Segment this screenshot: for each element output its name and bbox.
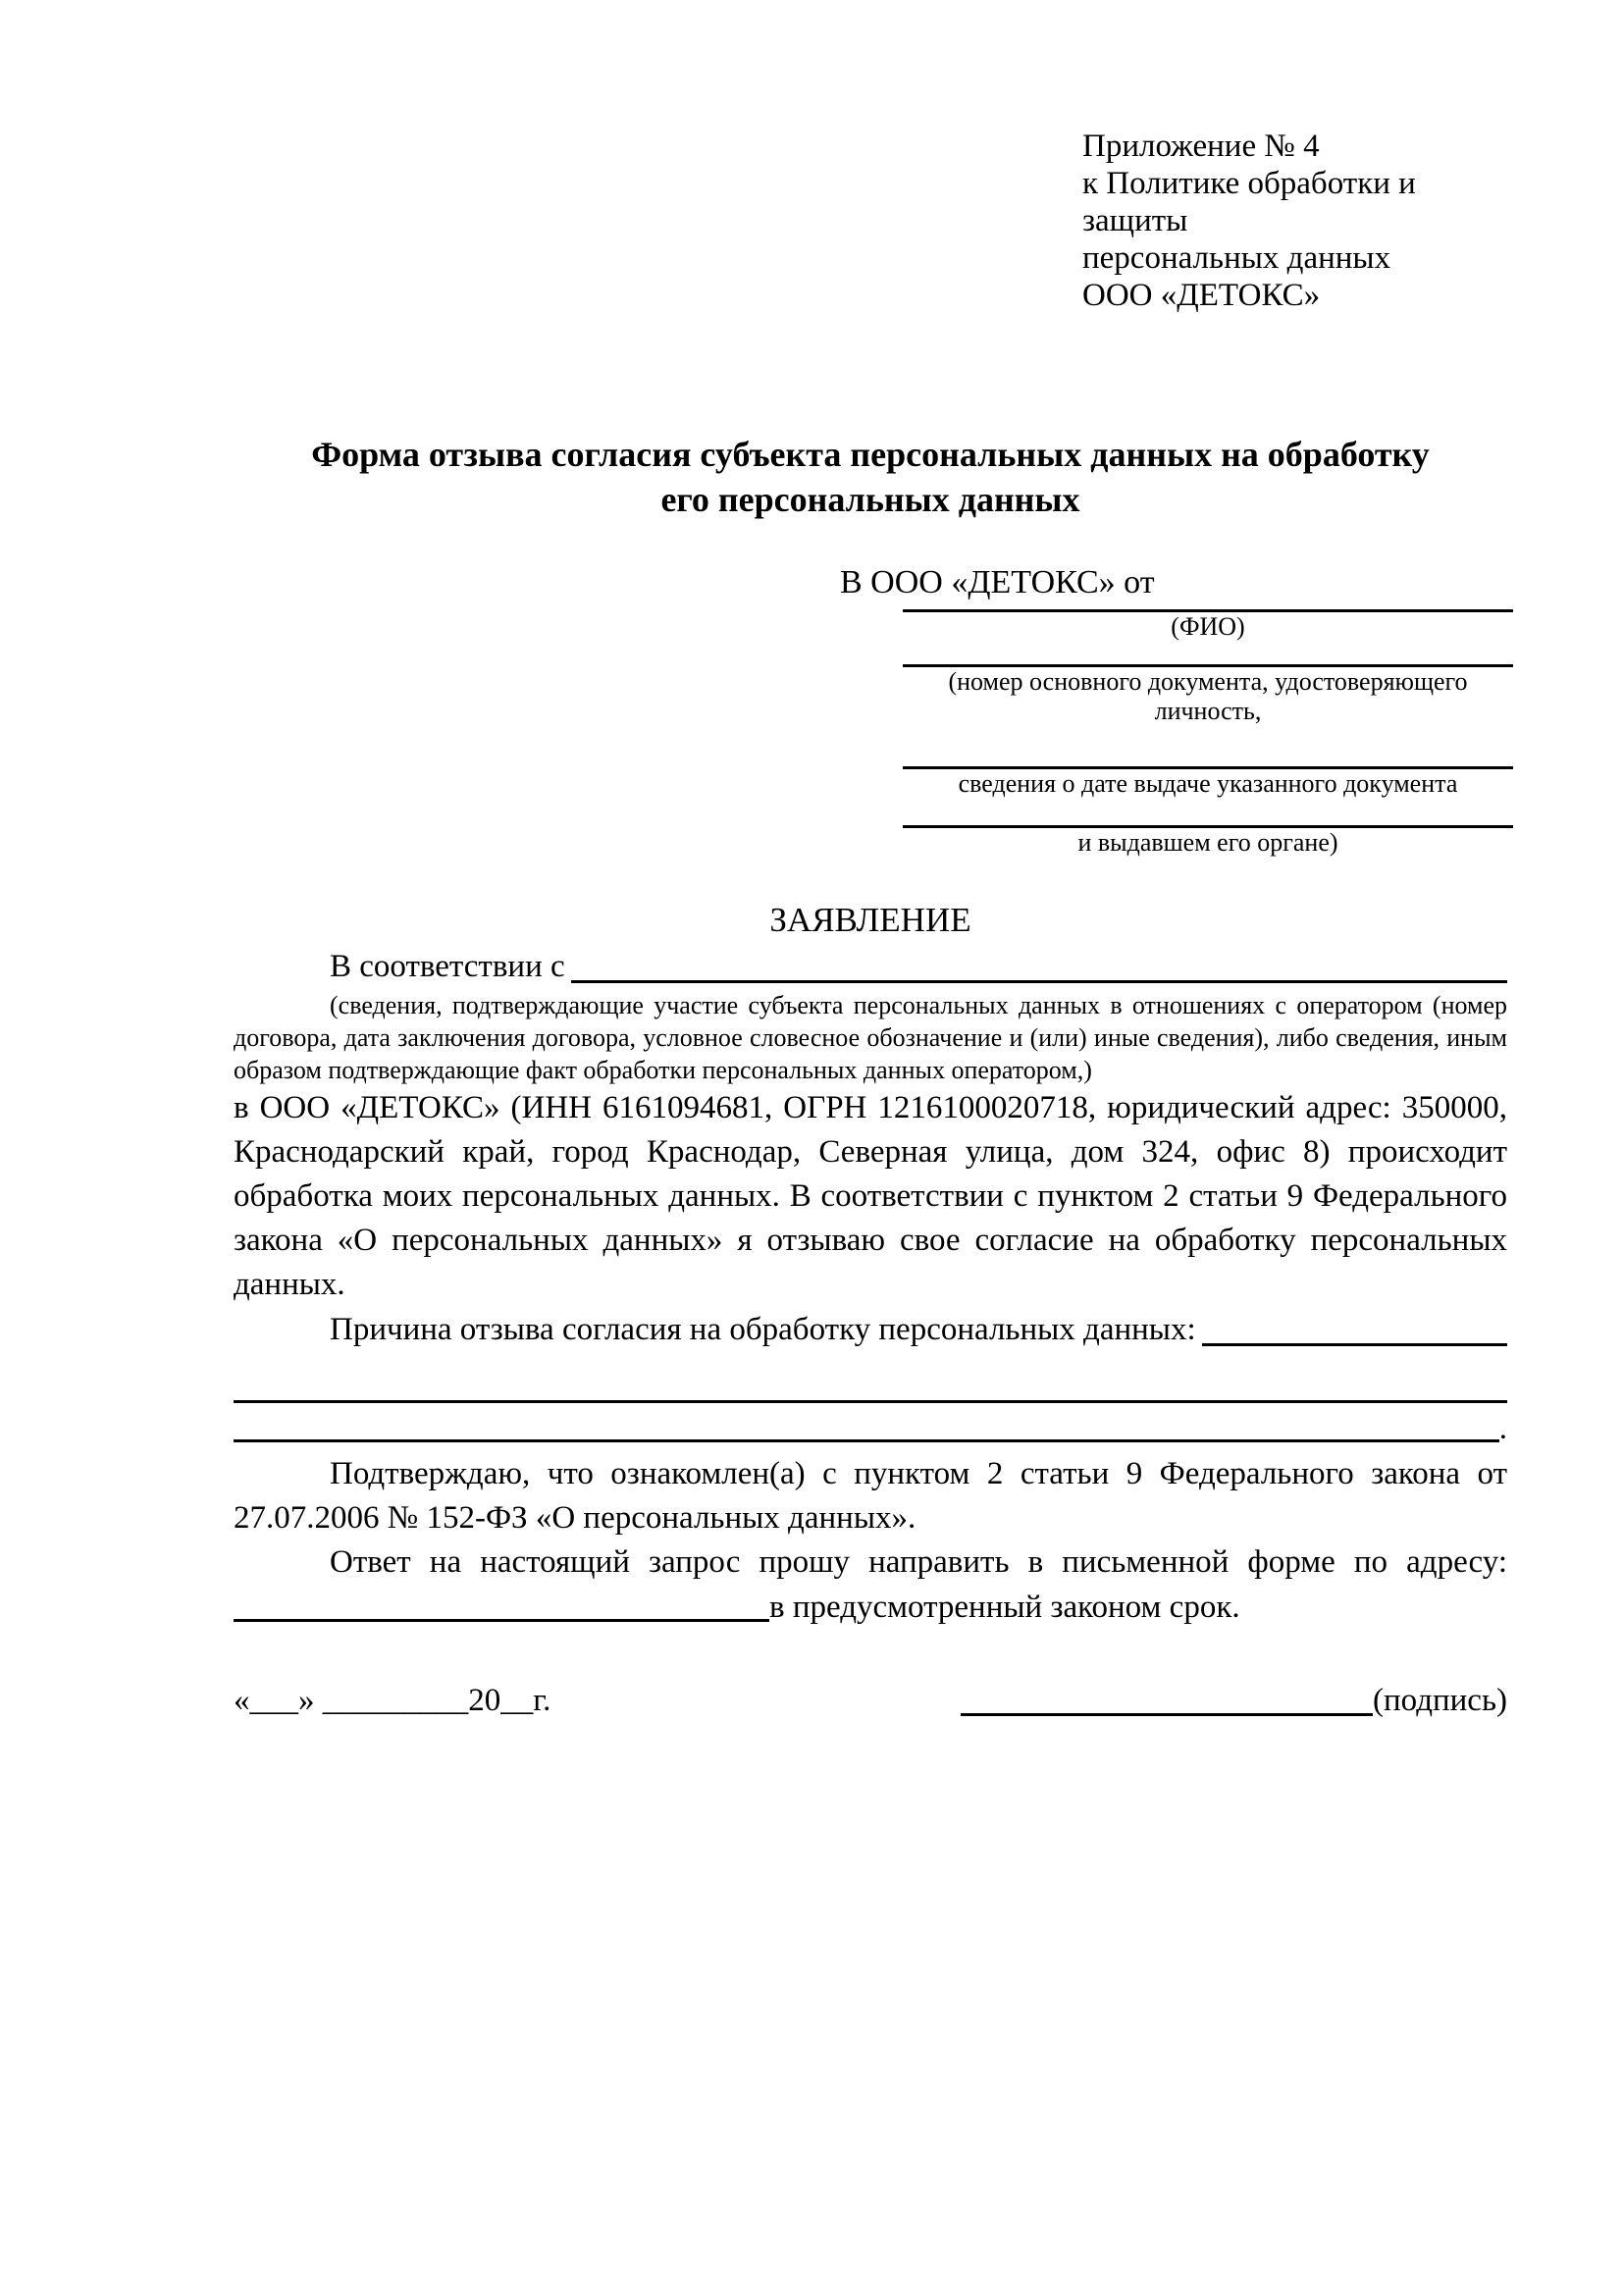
footer-row — [234, 1679, 1507, 1722]
reply-address-blank-line — [234, 1585, 769, 1622]
reply-suffix: в предусмотренный законом срок. — [769, 1590, 1240, 1625]
reason-row — [234, 1307, 1507, 1352]
period-mark: . — [1498, 1411, 1507, 1446]
reason-blank-line-3 — [234, 1403, 1499, 1442]
statement-heading: ЗАЯВЛЕНИЕ — [769, 901, 971, 939]
fio-caption: (ФИО) — [1171, 612, 1245, 641]
addressee-line: В ООО «ДЕТОКС» от — [840, 564, 1155, 600]
document-title-line: его персональных данных — [660, 480, 1080, 519]
annex-line: ООО «ДЕТОКС» — [1082, 278, 1321, 313]
annex-line: к Политике обработки и защиты — [1082, 166, 1416, 238]
reason-blank-line-1 — [1202, 1343, 1507, 1346]
issuing-authority-caption: и выдавшем его органе) — [1077, 828, 1338, 857]
issuing-authority-blank-line — [903, 799, 1513, 828]
accordance-blank-line — [571, 980, 1507, 983]
confirmation-paragraph: Подтверждаю, что ознакомлен(а) с пунктом 2 статьи 9 Федерального закона от 27.07.2006 № 152-ФЗ «О персональных данных». — [234, 1456, 1507, 1536]
annex-block — [1082, 128, 1507, 314]
reason-blank-line-2 — [234, 1352, 1507, 1403]
reply-address-prefix: Ответ на настоящий запрос прошу направить в письменной форме по адресу: — [330, 1544, 1507, 1580]
reason-blank-row — [234, 1403, 1507, 1448]
accordance-row — [234, 944, 1507, 989]
reply-address-row — [234, 1585, 1507, 1628]
issue-date-blank-line — [903, 726, 1513, 769]
footnote-text: (сведения, подтверждающие участие субъекта персональных данных в отношениях с оператором (номер договора, дата заключения договора, условное словесное обозначение и (или) иные сведения), либо сведения, иным образом подтверждающие факт обработки персональных данных оператором,) — [234, 991, 1507, 1084]
signature-caption: (подпись) — [1373, 1683, 1507, 1718]
annex-line: Приложение № 4 — [1082, 129, 1320, 164]
issue-date-caption: сведения о дате выдаче указанного документа — [958, 769, 1458, 798]
signature-group — [961, 1679, 1507, 1722]
addressee-fields — [903, 602, 1513, 858]
main-paragraph: в ООО «ДЕТОКС» (ИНН 6161094681, ОГРН 1216100020718, юридический адрес: 350000, Краснодарский край, город Краснодар, Северная улица, дом 324, офис 8) происходит обработка моих персональных данных. В соответствии с пунктом 2 статьи 9 Федерального закона «О персональных данных» я отзываю свое согласие на обработку персональных данных. — [234, 1090, 1507, 1302]
reason-prefix: Причина отзыва согласия на обработку персональных данных: — [330, 1312, 1196, 1347]
identity-document-number-caption: (номер основного документа, удостоверяющего личность, — [948, 667, 1468, 725]
document-title-line: Форма отзыва согласия субъекта персональных данных на обработку — [311, 435, 1430, 474]
date-line: «___» _________20__г. — [234, 1683, 551, 1718]
annex-line: персональных данных — [1082, 240, 1391, 276]
signature-blank-line — [961, 1679, 1373, 1716]
accordance-prefix: В соответствии с — [330, 949, 565, 984]
identity-document-number-blank-line — [903, 642, 1513, 667]
fio-blank-line — [903, 602, 1513, 612]
document-title — [234, 432, 1507, 522]
